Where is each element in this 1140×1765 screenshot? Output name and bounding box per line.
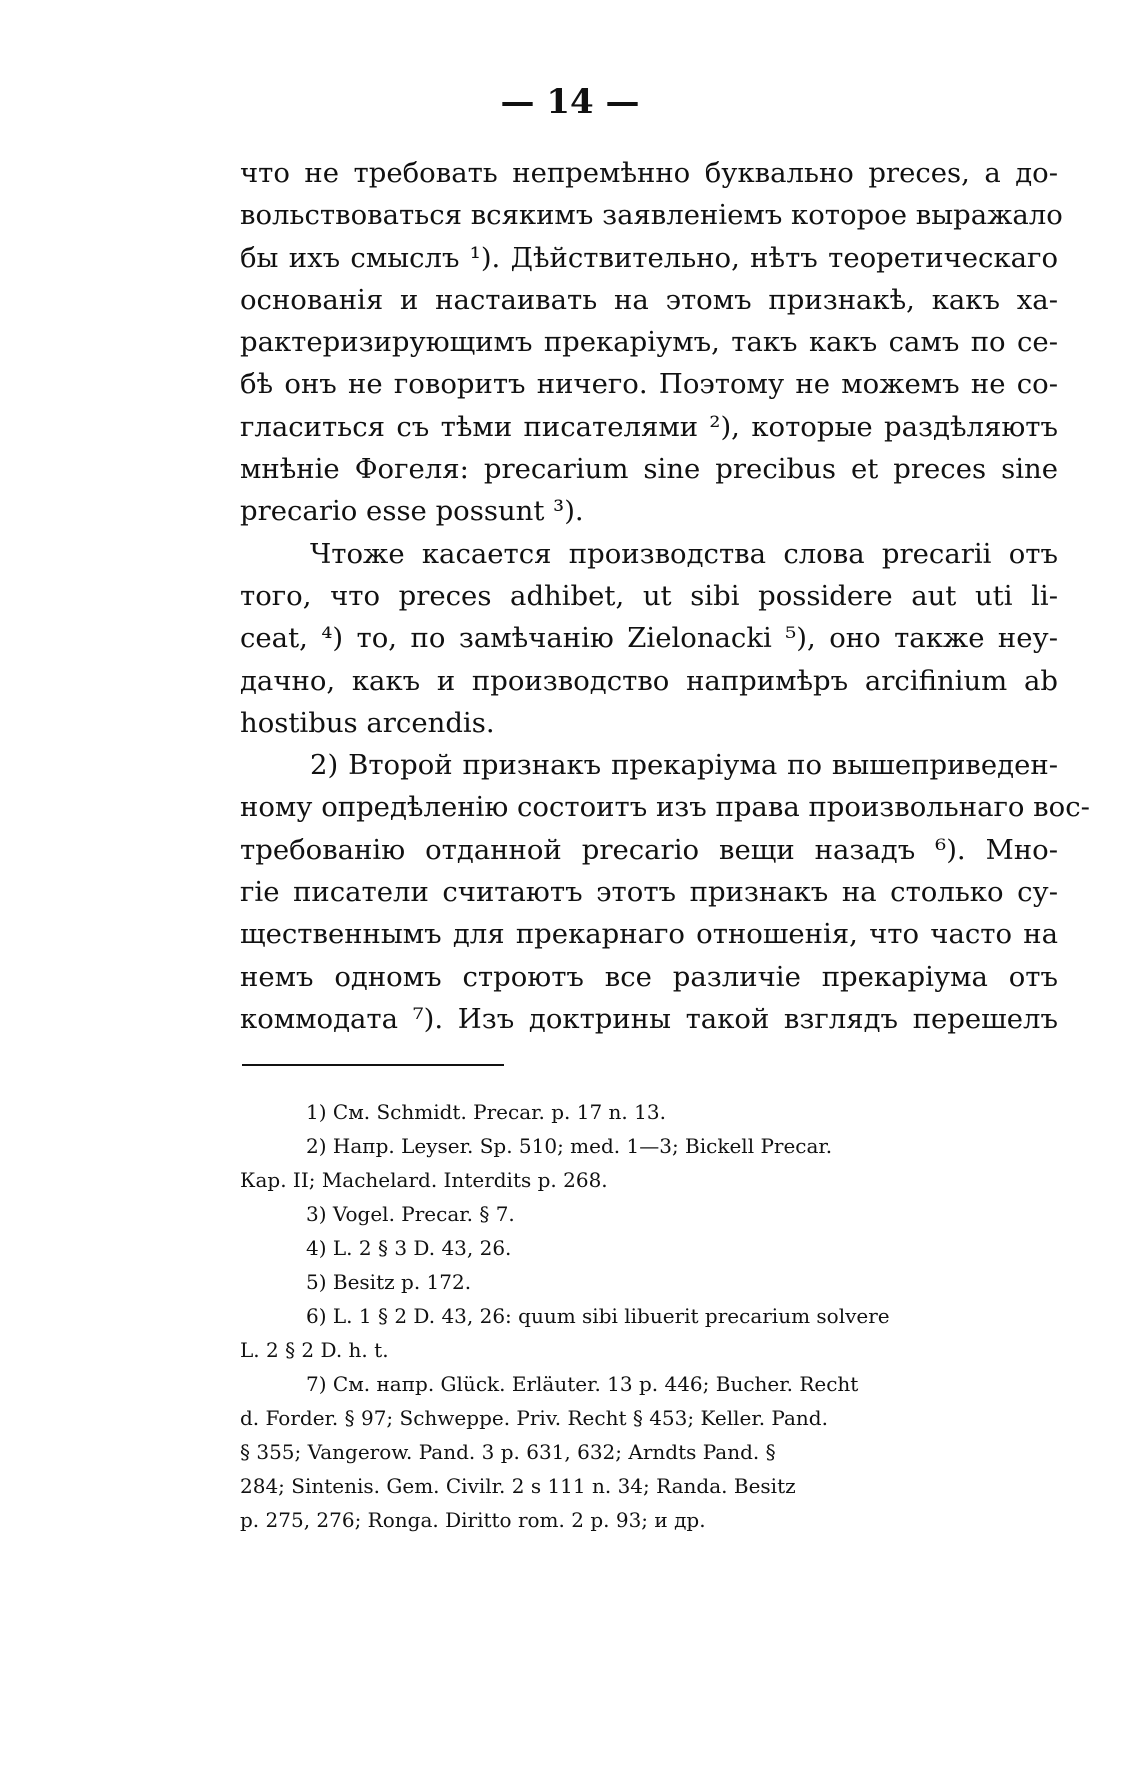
text-line: precario esse possunt ³). xyxy=(240,495,584,528)
paragraph-2 xyxy=(240,533,1058,744)
text-line: гласиться съ тѣми писателями ²), которые раздѣляютъ xyxy=(240,410,1058,443)
text-line: гіе писатели считаютъ этотъ признакъ на столько су- xyxy=(240,876,1058,909)
footnote-divider xyxy=(242,1064,504,1066)
text-line: коммодата ⁷). Изъ доктрины такой взглядъ перешелъ xyxy=(240,1002,1058,1035)
text-line: требованію отданной precario вещи назадъ ⁶). Мно- xyxy=(240,833,1058,866)
footnote-line: 4) L. 2 § 3 D. 43, 26. xyxy=(306,1236,512,1260)
text-line: Чтоже касается производства слова precarii отъ xyxy=(310,537,1058,570)
footnote-line: 284; Sintenis. Gem. Civilr. 2 s 111 n. 34; Randa. Besitz xyxy=(240,1474,796,1498)
footnote-line: Кар. II; Machelard. Interdits p. 268. xyxy=(240,1168,608,1192)
text-line: бѣ онъ не говоритъ ничего. Поэтому не можемъ не со- xyxy=(240,368,1058,401)
footnote-line: p. 275, 276; Ronga. Diritto rom. 2 p. 93; и др. xyxy=(240,1508,706,1532)
footnote-line: d. Forder. § 97; Schweppe. Priv. Recht § 453; Keller. Pand. xyxy=(240,1406,828,1430)
text-line: мнѣніе Фогеля: precarium sine precibus et preces sine xyxy=(240,453,1058,486)
footnote-line: 7) См. напр. Glück. Erläuter. 13 p. 446; Bucher. Recht xyxy=(306,1372,859,1396)
footnotes xyxy=(240,1095,1058,1537)
footnote-line: 6) L. 1 § 2 D. 43, 26: quum sibi libuerit precarium solvere xyxy=(306,1304,890,1328)
text-line: hostibus arcendis. xyxy=(240,706,495,739)
main-text xyxy=(240,152,1090,1040)
footnote-line: 2) Напр. Leyser. Sp. 510; med. 1—3; Bickell Precar. xyxy=(306,1134,833,1158)
text-line: бы ихъ смыслъ ¹). Дѣйствительно, нѣтъ теоретическаго xyxy=(240,241,1058,274)
text-line: немъ одномъ строютъ все различіе прекаріума отъ xyxy=(240,960,1058,993)
text-line: рактеризирующимъ прекаріумъ, такъ какъ самъ по се- xyxy=(240,326,1058,359)
paragraph-3 xyxy=(240,744,1090,1040)
text-line: щественнымъ для прекарнаго отношенія, что часто на xyxy=(240,918,1058,951)
text-line: основанія и настаивать на этомъ признакѣ, какъ ха- xyxy=(240,283,1058,316)
text-line: дачно, какъ и производство напримѣръ arcifinium ab xyxy=(240,664,1058,697)
text-line: вольствоваться всякимъ заявленіемъ которое выражало xyxy=(240,199,1063,232)
text-line: того, что preces adhibet, ut sibi possidere aut uti li- xyxy=(240,579,1058,612)
footnote-line: 1) См. Schmidt. Precar. p. 17 n. 13. xyxy=(306,1100,666,1124)
footnote-line: 3) Vogel. Precar. § 7. xyxy=(306,1202,515,1226)
footnote-line: L. 2 § 2 D. h. t. xyxy=(240,1338,389,1362)
text-line: ному опредѣленію состоитъ изъ права произвольнаго вос- xyxy=(240,791,1090,824)
text-line: ceat, ⁴) то, по замѣчанію Zielonacki ⁵), оно также неу- xyxy=(240,622,1058,655)
text-line: что не требовать непремѣнно буквально preces, а до- xyxy=(240,157,1058,189)
page-number: — 14 — xyxy=(500,82,640,122)
footnote-line: 5) Besitz p. 172. xyxy=(306,1270,472,1294)
text-line: 2) Второй признакъ прекаріума по вышеприведен- xyxy=(310,749,1058,782)
footnote-line: § 355; Vangerow. Pand. 3 p. 631, 632; Arndts Pand. § xyxy=(240,1440,776,1464)
paragraph-1 xyxy=(240,152,1063,533)
